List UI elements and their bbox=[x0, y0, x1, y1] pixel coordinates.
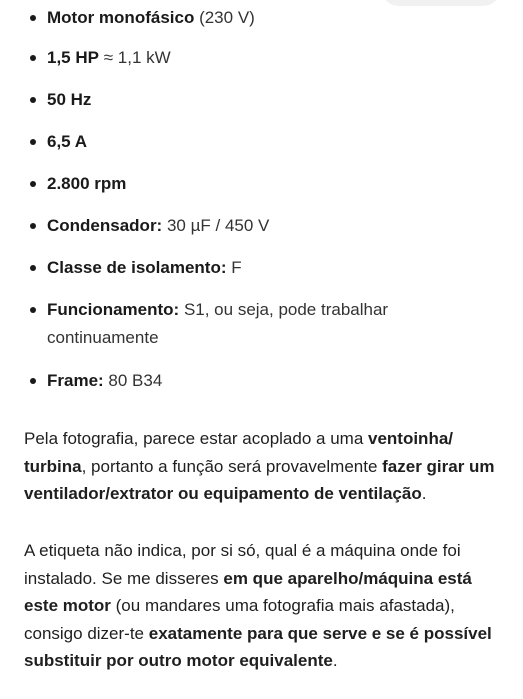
spec-text bbox=[47, 128, 500, 156]
spec-text bbox=[47, 296, 500, 352]
spec-label: 2.800 rpm bbox=[47, 174, 127, 193]
spec-item-power bbox=[30, 44, 500, 72]
text-run: Pela fotografia, parece estar acoplado a uma bbox=[24, 429, 368, 448]
spec-text bbox=[47, 254, 500, 282]
bullet-icon bbox=[30, 307, 36, 313]
paragraph-function bbox=[24, 425, 504, 508]
emphasis-function: fazer girar um ventilador/extrator ou equipamento de ventilação bbox=[24, 456, 495, 504]
spec-text bbox=[47, 170, 500, 198]
spec-item-motor bbox=[30, 4, 500, 32]
spec-label: 1,5 HP bbox=[47, 48, 99, 67]
spec-item-frequency bbox=[30, 86, 500, 114]
spec-item-current bbox=[30, 128, 500, 156]
text-run: . bbox=[332, 651, 338, 671]
emphasis-fan: ventoinha/ turbina bbox=[24, 429, 454, 476]
bullet-icon bbox=[30, 378, 36, 384]
spec-text bbox=[47, 44, 500, 72]
bullet-icon bbox=[30, 97, 36, 103]
spec-value: S1, ou seja, pode trabalhar continuamente bbox=[47, 300, 389, 347]
spec-item-rpm bbox=[30, 170, 500, 198]
bullet-icon bbox=[30, 15, 36, 21]
spec-label: Condensador: bbox=[47, 216, 163, 235]
spec-value: 30 µF / 450 V bbox=[162, 216, 270, 235]
spec-value: ≈ 1,1 kW bbox=[98, 48, 171, 67]
spec-item-capacitor bbox=[30, 212, 500, 240]
spec-item-duty bbox=[30, 296, 500, 352]
text-run: . bbox=[421, 484, 427, 504]
paragraph-request bbox=[24, 537, 504, 675]
spec-item-insulation bbox=[30, 254, 500, 282]
emphasis-machine: em que aparelho/máquina está este motor bbox=[24, 568, 472, 616]
emphasis-purpose: exatamente para que serve e se é possível substituir por outro motor equivalente bbox=[24, 623, 492, 671]
bullet-icon bbox=[30, 55, 36, 61]
bullet-icon bbox=[30, 181, 36, 187]
spec-text bbox=[47, 4, 500, 32]
spec-label: 6,5 A bbox=[47, 132, 88, 151]
spec-label: Classe de isolamento: bbox=[47, 258, 227, 277]
text-run: , portanto a função será provavelmente bbox=[81, 456, 383, 476]
spec-label: Frame: bbox=[47, 371, 104, 390]
text-run: (ou mandares uma fotografia mais afastada), consigo dizer-te bbox=[24, 596, 455, 643]
text-run: A etiqueta não indica, por si só, qual é a máquina onde foi instalado. Se me disseres bbox=[24, 541, 461, 588]
bullet-icon bbox=[30, 223, 36, 229]
spec-value: (230 V) bbox=[194, 8, 255, 27]
spec-label: 50 Hz bbox=[47, 90, 92, 109]
spec-text bbox=[47, 367, 500, 395]
spec-item-frame bbox=[30, 367, 500, 395]
spec-text bbox=[47, 86, 500, 114]
spec-label: Funcionamento: bbox=[47, 300, 180, 319]
bullet-icon bbox=[30, 265, 36, 271]
spec-value: 80 B34 bbox=[103, 371, 163, 390]
bullet-icon bbox=[30, 139, 36, 145]
spec-value: F bbox=[226, 258, 242, 277]
spec-label: Motor monofásico bbox=[47, 8, 195, 27]
spec-text bbox=[47, 212, 500, 240]
